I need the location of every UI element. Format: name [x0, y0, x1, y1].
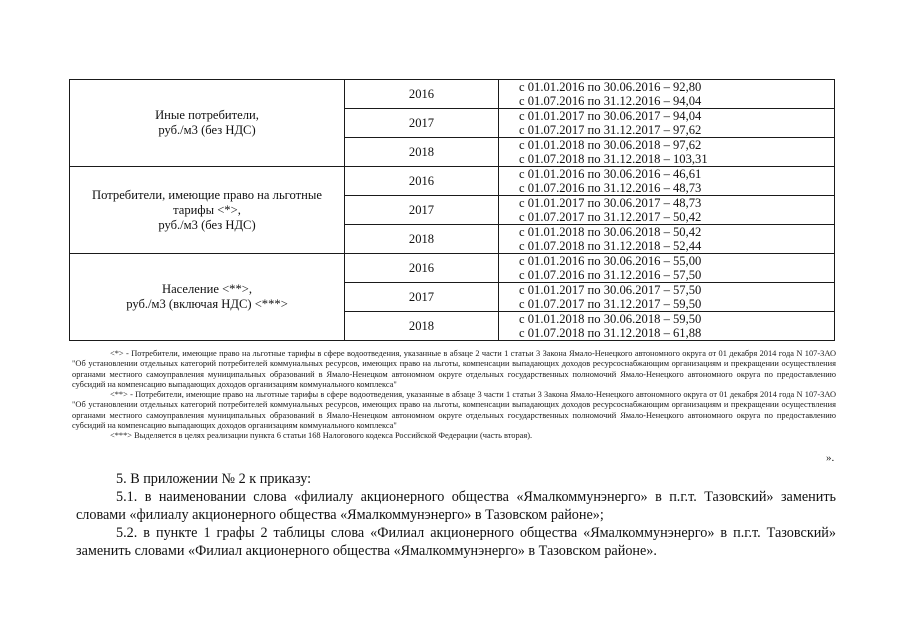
year-cell: 2018: [345, 312, 499, 341]
table-row: [70, 254, 835, 283]
category-line: Население <**>,: [161, 282, 253, 296]
category-line: Потребители, имеющие право на льготные: [92, 187, 322, 202]
footnote: <**> - Потребители, имеющие право на льготные тарифы в сфере водоотведения, указанные в абзаце 3 части 1 статьи 3 Закона Ямало-Ненецкого автономного округа от 01 декабря 2014 года N 107-ЗАО "Об установлении отдельных категорий потребителей коммунальных ресурсов, имеющих право на льготы, компенсации выпадающих доходов ресурсоснабжающим организациям и прекращении осуществления органами местного самоуправления муниципальных образований в Ямало-Ненецком автономном округе отдельных государственных полномочий Ямало-Ненецкого автономного округа по предоставлению субсидий на компенсацию выпадающих доходов организациям коммунального комплекса": [72, 390, 836, 431]
period-cell: [499, 254, 835, 283]
period-cell: [499, 283, 835, 312]
period-cell: [499, 138, 835, 167]
period-cell: [499, 109, 835, 138]
period-line: с 01.07.2017 по 31.12.2017 – 59,50: [519, 297, 702, 311]
period-line: с 01.07.2018 по 31.12.2018 – 103,31: [519, 152, 708, 166]
category-cell: [70, 254, 345, 341]
period-cell: [499, 225, 835, 254]
year-cell: 2016: [345, 254, 499, 283]
category-line: руб./м3 (без НДС): [158, 123, 256, 137]
period-cell: [499, 312, 835, 341]
period-cell: [499, 196, 835, 225]
year-cell: 2018: [345, 138, 499, 167]
section-item: 5.1. в наименовании слова «филиалу акционерного общества «Ямалкоммунэнерго» в п.г.т. Тазовский» заменить словами «филиалу акционерного общества «Ямалкоммунэнерго» в Тазовском районе»;: [76, 489, 836, 523]
year-cell: 2016: [345, 80, 499, 109]
tariff-table: [69, 79, 835, 341]
period-line: с 01.07.2016 по 31.12.2016 – 57,50: [519, 268, 702, 282]
footnote: <***> Выделяется в целях реализации пункта 6 статьи 168 Налогового кодекса Российской Федерации (часть вторая).: [110, 431, 533, 441]
period-line: с 01.01.2017 по 30.06.2017 – 57,50: [519, 283, 702, 297]
footnote: <*> - Потребители, имеющие право на льготные тарифы в сфере водоотведения, указанные в абзаце 2 части 1 статьи 3 Закона Ямало-Ненецкого автономного округа от 01 декабря 2014 года N 107-ЗАО "Об установлении отдельных категорий потребителей коммунальных ресурсов, имеющих право на льготы, компенсации выпадающих доходов ресурсоснабжающим организациям и прекращении осуществления органами местного самоуправления муниципальных образований в Ямало-Ненецком автономном округе отдельных государственных полномочий Ямало-Ненецкого автономного округа по предоставлению субсидий на компенсацию выпадающих доходов организациям коммунального комплекса": [72, 349, 836, 389]
category-cell: [70, 80, 345, 167]
category-line: руб./м3 (без НДС): [158, 217, 256, 232]
period-line: с 01.01.2018 по 30.06.2018 – 59,50: [519, 312, 702, 326]
period-line: с 01.07.2018 по 31.12.2018 – 52,44: [519, 239, 702, 253]
period-line: с 01.01.2018 по 30.06.2018 – 97,62: [519, 138, 702, 152]
period-cell: [499, 167, 835, 196]
period-line: с 01.07.2017 по 31.12.2017 – 50,42: [519, 210, 702, 224]
period-line: с 01.07.2016 по 31.12.2016 – 94,04: [519, 94, 702, 108]
period-line: с 01.07.2018 по 31.12.2018 – 61,88: [519, 326, 702, 340]
table-row: [70, 167, 835, 196]
period-line: с 01.01.2016 по 30.06.2016 – 55,00: [519, 254, 702, 268]
period-line: с 01.01.2016 по 30.06.2016 – 46,61: [519, 167, 702, 181]
year-cell: 2017: [345, 283, 499, 312]
period-line: с 01.07.2016 по 31.12.2016 – 48,73: [519, 181, 702, 195]
year-cell: 2016: [345, 167, 499, 196]
period-line: с 01.01.2017 по 30.06.2017 – 94,04: [519, 109, 702, 123]
category-line: тарифы <*>,: [173, 202, 241, 217]
category-line: Иные потребители,: [155, 108, 259, 122]
period-line: с 01.07.2017 по 31.12.2017 – 97,62: [519, 123, 702, 137]
section-heading: 5. В приложении № 2 к приказу:: [116, 471, 312, 487]
category-line: руб./м3 (включая НДС) <***>: [126, 297, 288, 311]
footnotes: [72, 349, 836, 442]
year-cell: 2017: [345, 196, 499, 225]
period-line: с 01.01.2018 по 30.06.2018 – 50,42: [519, 225, 702, 239]
year-cell: 2018: [345, 225, 499, 254]
period-line: с 01.01.2016 по 30.06.2016 – 92,80: [519, 80, 702, 94]
year-cell: 2017: [345, 109, 499, 138]
period-cell: [499, 80, 835, 109]
closing-quote: ».: [826, 452, 835, 464]
period-line: с 01.01.2017 по 30.06.2017 – 48,73: [519, 196, 702, 210]
category-cell: [70, 167, 345, 254]
section-5: [76, 470, 836, 560]
section-item: 5.2. в пункте 1 графы 2 таблицы слова «Филиал акционерного общества «Ямалкоммунэнерго» в п.г.т. Тазовский» заменить словами «Филиал акционерного общества «Ямалкоммунэнерго» в Тазовском районе».: [76, 525, 836, 559]
table-row: [70, 80, 835, 109]
